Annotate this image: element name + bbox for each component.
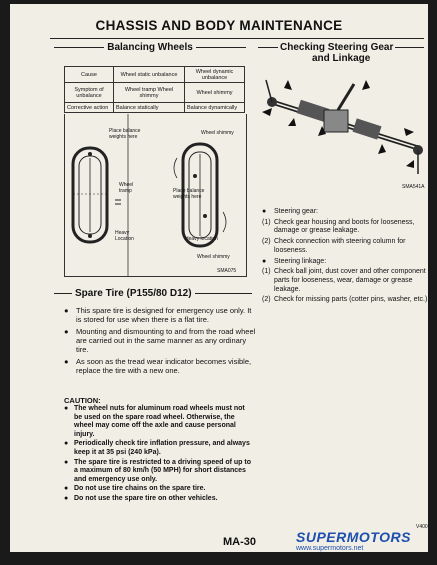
bullet-icon: ●	[64, 357, 69, 366]
binding-edge	[0, 0, 10, 565]
linkage-item-text: Check for missing parts (cotter pins, washer, etc.).	[274, 296, 430, 304]
steering-heading-line1	[258, 42, 424, 53]
bullet-icon: ●	[64, 306, 69, 315]
bullet-text: Mounting and dismounting to and from the road wheel are carried out in the same manner as any ordinary tire.	[76, 327, 256, 354]
bullet-text: This spare tire is designed for emergency use only. It is stored for use when there is a flat tire.	[76, 306, 252, 324]
list-item	[262, 258, 430, 267]
list-item	[262, 208, 430, 217]
label-wheel-tramp: Wheel tramp	[119, 182, 134, 194]
balancing-heading	[54, 42, 246, 53]
caution-text: Do not use tire chains on the spare tire.	[74, 485, 206, 493]
caution-heading: CAUTION:	[64, 396, 101, 405]
table-header-cell: Wheel dynamic unbalance	[185, 67, 245, 83]
spare-heading-text: Spare Tire (P155/80 D12)	[75, 288, 192, 299]
bullet-text: As soon as the tread wear indicator becomes visible, replace the tire with a new one.	[76, 357, 252, 375]
heading-rule-left	[54, 293, 72, 294]
watermark-url: www.supermotors.net	[296, 545, 364, 552]
label-place-weights-static: Place balance weights here	[109, 128, 141, 140]
bullet-icon: ●	[64, 485, 69, 493]
steering-heading-text: Checking Steering Gear	[280, 42, 394, 53]
caution-text: The spare tire is restricted to a driving speed of up to a maximum of 80 km/h (50 MPH) for short distances and emergency use only.	[74, 458, 251, 483]
page-title: CHASSIS AND BODY MAINTENANCE	[95, 18, 343, 33]
list-item	[64, 306, 256, 324]
label-heavy-location-static: Heavy Location	[115, 230, 134, 242]
table-cell: Balance dynamically	[185, 103, 245, 113]
list-item	[64, 405, 254, 439]
list-item	[64, 459, 254, 485]
steering-figure-code: SMA541A	[402, 184, 425, 190]
list-item	[64, 357, 256, 375]
list-item	[262, 219, 430, 236]
table-cell: Corrective action	[65, 103, 114, 113]
spare-heading	[54, 288, 252, 299]
page-number: MA-30	[223, 536, 257, 548]
table-cell: Balance statically	[114, 103, 185, 113]
bullet-icon: ●	[64, 440, 69, 448]
caution-list	[64, 405, 254, 505]
list-item	[64, 485, 254, 494]
watermark-logo: SUPERMOTORS	[296, 529, 411, 545]
gear-label: Steering gear:	[274, 208, 318, 215]
heading-rule-right	[196, 47, 246, 48]
list-item	[64, 327, 256, 354]
balancing-heading-text: Balancing Wheels	[107, 42, 193, 53]
bullet-icon: ●	[64, 405, 69, 412]
table-header-cell: Cause	[65, 67, 114, 83]
bullet-icon: ●	[64, 458, 69, 466]
caution-text: Periodically check tire inflation pressure, and always keep it at 35 psi (240 kPa).	[74, 440, 250, 456]
heading-rule-left	[258, 47, 278, 48]
wheel-balance-figure	[64, 114, 247, 277]
item-number: (2)	[262, 296, 271, 304]
steering-checklist	[262, 208, 430, 307]
table-cell: Wheel tramp Wheel shimmy	[114, 83, 185, 103]
list-item	[262, 296, 430, 305]
bullet-icon: ●	[262, 208, 267, 215]
label-wheel-shimmy-top: Wheel shimmy	[201, 130, 234, 136]
caution-text: Do not use the spare tire on other vehicles.	[74, 494, 218, 502]
manual-page	[10, 4, 428, 552]
item-number: (1)	[262, 218, 271, 226]
gear-item-text: Check gear housing and boots for looseness, damage or grease leakage.	[274, 218, 415, 235]
linkage-label: Steering linkage:	[274, 257, 327, 265]
list-item	[262, 268, 430, 294]
table-cell: Symptom of unbalance	[65, 83, 114, 103]
table-header-cell: Wheel static unbalance	[114, 67, 185, 83]
heading-rule-right	[195, 293, 252, 294]
label-heavy-location-dynamic: Heavy location	[185, 236, 218, 242]
table-cell: Wheel shimmy	[185, 83, 245, 103]
figure-code: SMA075	[217, 268, 237, 274]
list-item	[64, 440, 254, 457]
heading-rule-left	[54, 47, 104, 48]
footer-mark: V400	[416, 524, 428, 530]
wheel-diagram	[65, 114, 246, 276]
heading-rule-right	[395, 47, 424, 48]
gear-item-text: Check connection with steering column for looseness.	[274, 238, 406, 254]
bullet-icon: ●	[64, 494, 69, 502]
label-place-weights-dynamic: Place balance weights here	[173, 188, 205, 200]
item-number: (1)	[262, 268, 271, 276]
balancing-table	[64, 66, 245, 113]
linkage-item-text: Check ball joint, dust cover and other component parts for looseness, wear, damage or grease leakage.	[274, 268, 426, 293]
caution-text: The wheel nuts for aluminum road wheels must not be used on the spare road wheel. Otherwise, the wheel may come off the axle and cause personal injury.	[74, 405, 245, 438]
list-item	[262, 238, 430, 255]
spare-bullets	[64, 306, 256, 378]
item-number: (2)	[262, 238, 271, 246]
steering-heading-line2: and Linkage	[312, 53, 371, 64]
title-rule	[50, 38, 424, 39]
label-wheel-shimmy-bottom: Wheel shimmy	[197, 254, 230, 260]
bullet-icon: ●	[262, 257, 267, 265]
bullet-icon: ●	[64, 327, 69, 336]
steering-gear-diagram	[258, 76, 428, 194]
list-item	[64, 495, 254, 504]
